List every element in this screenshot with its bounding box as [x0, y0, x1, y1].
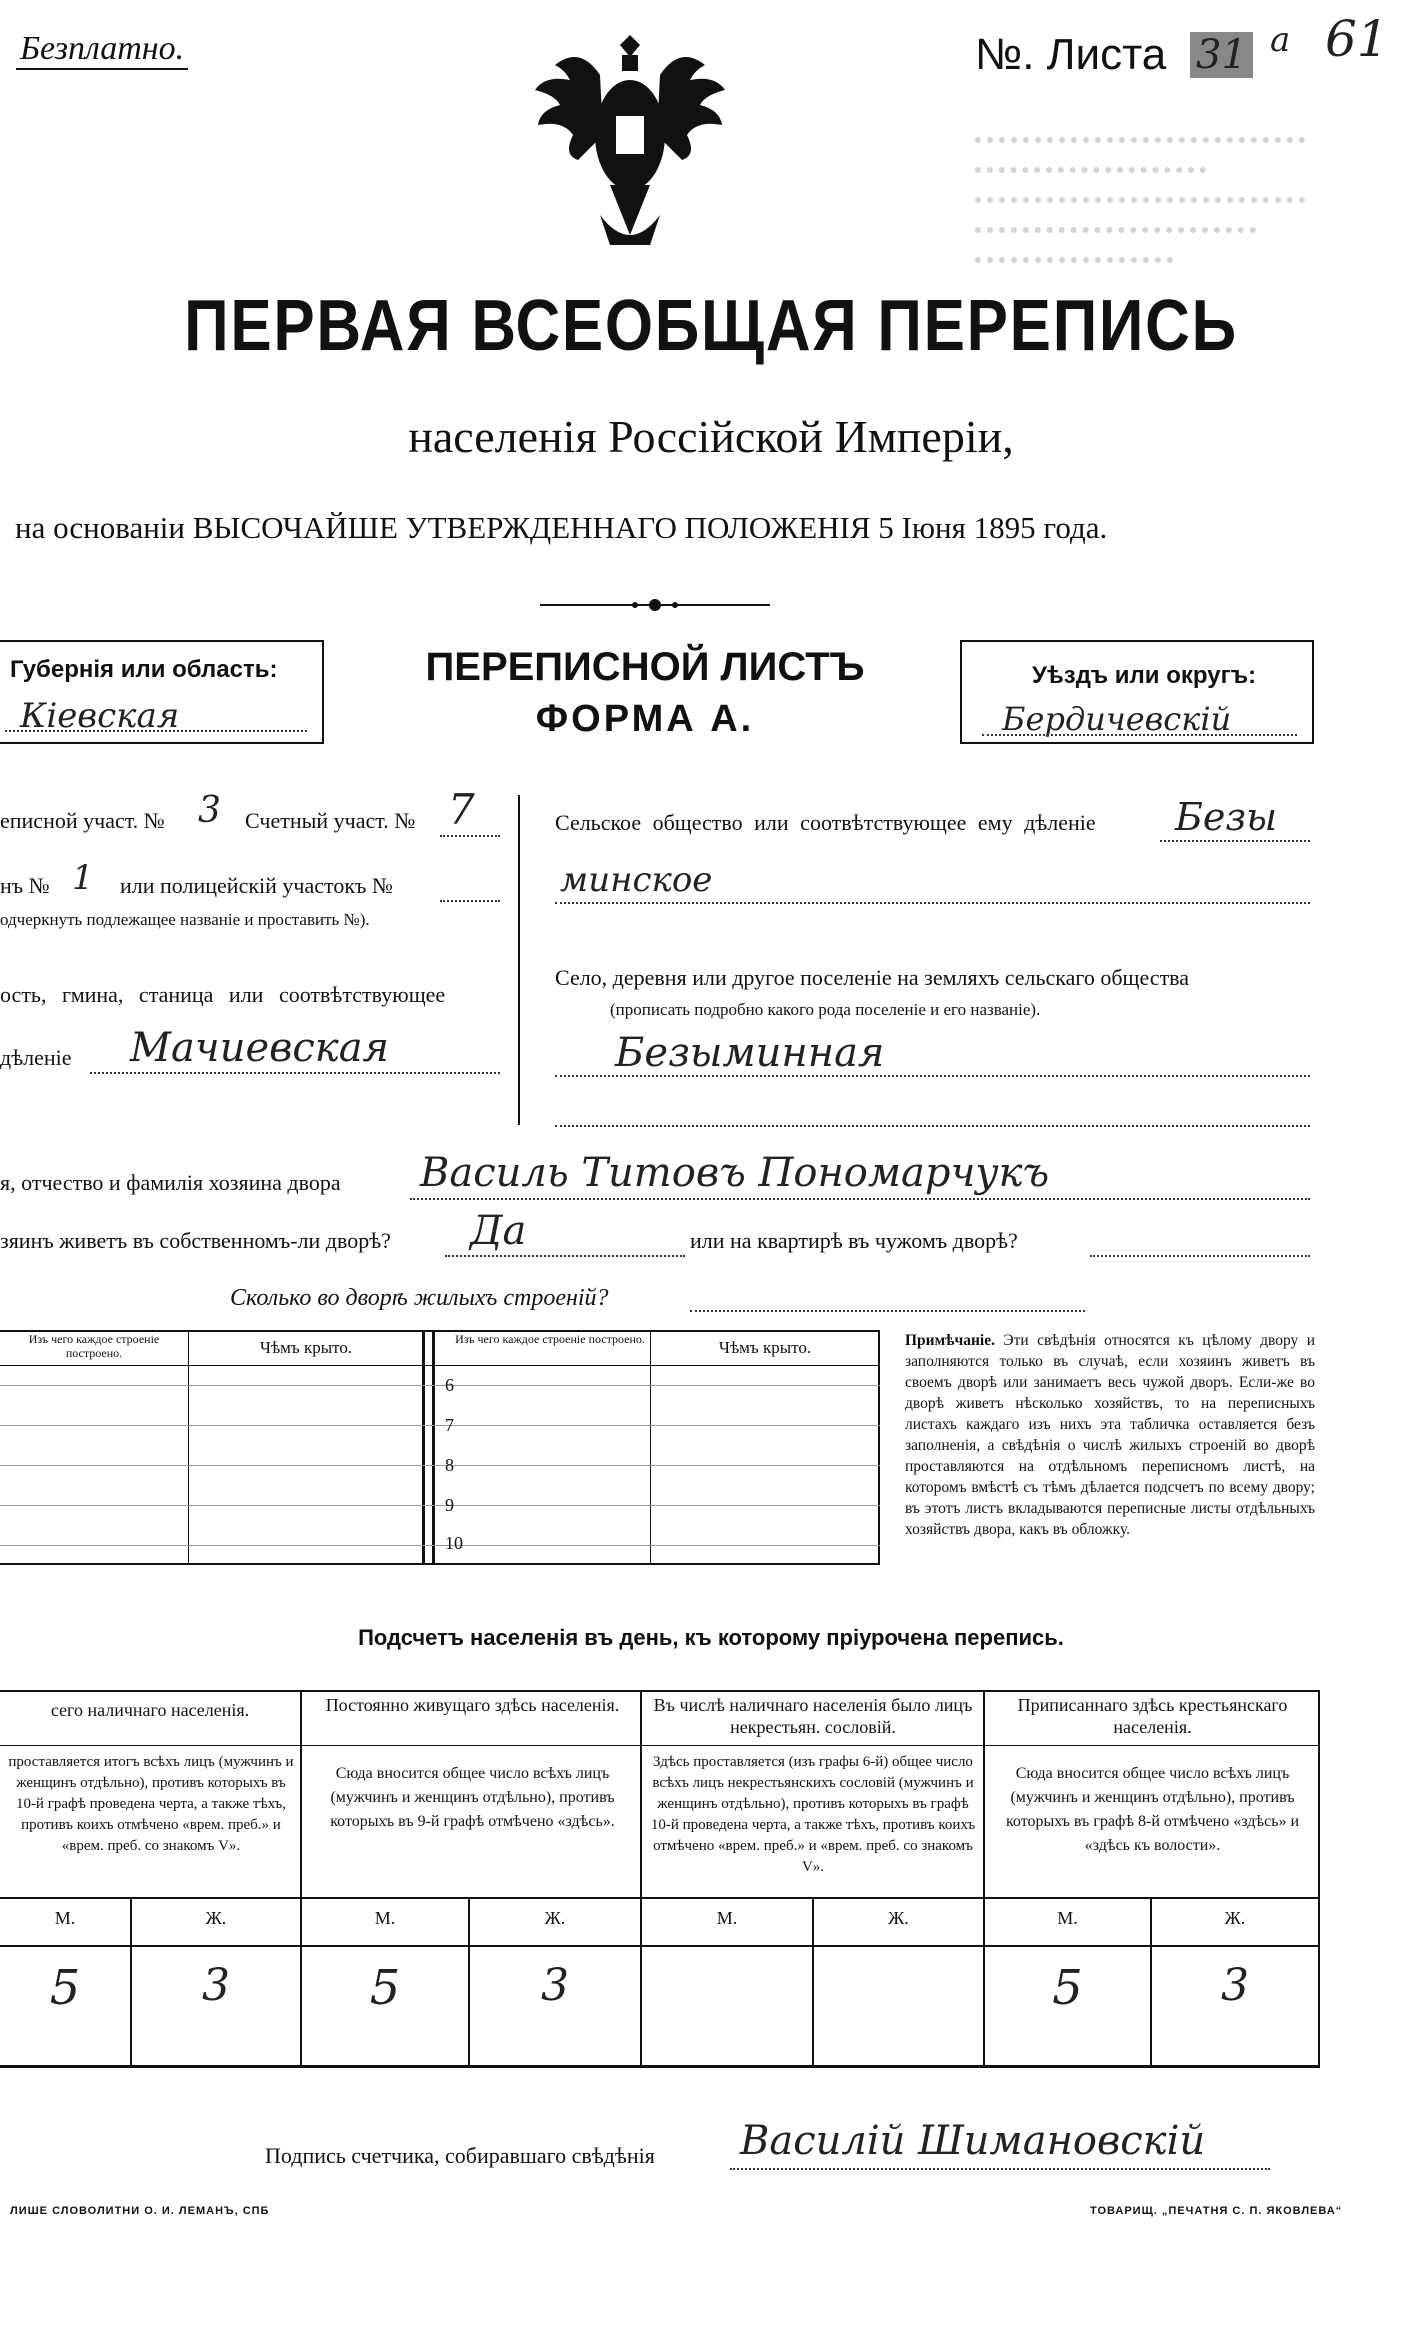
- sheet-number-suffix: а: [1270, 20, 1291, 60]
- free-label: Безплатно.: [16, 30, 188, 70]
- population-count-title: Подсчетъ населенія въ день, къ которому пріурочена перепись.: [358, 1625, 1064, 1650]
- selskoe-label: Сельское общество или соотвѣтствующее ему дѣленіе: [555, 810, 1096, 835]
- m-label-4: М.: [1057, 1908, 1078, 1928]
- gubernia-box: [0, 640, 324, 744]
- selo-label: Село, деревня или другое поселеніе на земляхъ сельскаго общества: [555, 965, 1190, 990]
- volost-label: ость, гмина, станица или соотвѣтствующее: [0, 982, 446, 1007]
- col4-header: Приписаннаго здѣсь крестьянскаго населенія.: [1017, 1695, 1288, 1737]
- value-ascribed-f: 3: [1221, 1960, 1249, 2011]
- buildings-label: Сколько во дворѣ жилыхъ строеній?: [230, 1285, 609, 1311]
- own-yard-label: зяинъ живетъ въ собственномъ-ли дворѣ?: [0, 1228, 391, 1253]
- form-label: ФОРМА А.: [535, 698, 755, 740]
- selskoe-value-2: минское: [560, 860, 713, 900]
- f-label-2: Ж.: [544, 1908, 566, 1928]
- m-label-3: М.: [716, 1908, 738, 1928]
- volost-value: Мачиевская: [130, 1025, 390, 1071]
- census-main-title: ПЕРВАЯ ВСЕОБЩАЯ ПЕРЕПИСЬ: [184, 286, 1238, 366]
- double-headed-eagle-emblem: [530, 15, 730, 275]
- footer-right: ТОВАРИЩ. „ПЕЧАТНЯ С. П. ЯКОВЛЕВА“: [1090, 2205, 1343, 2217]
- col4-desc: Сюда вносится общее число всѣхъ лицъ (мужчинъ и женщинъ отдѣльно), противъ которыхъ въ графѣ 8-й отмѣчено «здѣсь» и «здѣсь къ волости».: [1005, 1765, 1300, 1854]
- census-subtitle: населенія Россійской Имперіи,: [408, 411, 1014, 462]
- f-label-1: Ж.: [205, 1908, 227, 1928]
- delenie-label: дѣленіе: [0, 1045, 72, 1070]
- schetny-uchastok-value: 7: [448, 785, 475, 834]
- population-table: [0, 1690, 1320, 2080]
- buildings-row-10: 10: [445, 1533, 463, 1553]
- buildings-row-9: 9: [445, 1495, 454, 1515]
- col3-header: Въ числѣ наличнаго населенія было лицъ некрестьян. сословій.: [653, 1695, 973, 1737]
- uezd-box: [960, 640, 1314, 744]
- value-ascribed-m: 5: [1052, 1960, 1083, 2016]
- buildings-row-7: 7: [445, 1415, 454, 1435]
- m-label-1: М.: [54, 1908, 76, 1928]
- footer-left: ЛИШЕ СЛОВОЛИТНИ О. И. ЛЕМАНЪ, СПБ: [10, 2205, 270, 2217]
- census-basis-line: на основаніи ВЫСОЧАЙШЕ УТВЕРЖДЕННАГО ПОЛОЖЕНІЯ 5 Іюня 1895 года.: [15, 510, 1108, 545]
- signature-value: Василій Шимановскій: [740, 2118, 1206, 2164]
- buildings-note-title: Примѣчаніе.: [905, 1332, 995, 1349]
- buildings-col-material-header-2: Изъ чего каждое строеніе построено.: [455, 1332, 645, 1346]
- owner-name-value: Василь Титовъ Пономарчукъ: [420, 1150, 1050, 1196]
- value-permanent-f: 3: [541, 1960, 569, 2011]
- corner-number: 61: [1325, 10, 1389, 68]
- col1-desc: проставляется итогъ всѣхъ лицъ (мужчинъ и женщинъ отдѣльно), противъ которыхъ въ 10-й графѣ проведена черта, а также тѣхъ, противъ коихъ отмѣчено «врем. преб.» и «врем. преб. со знакомъ V».: [8, 1754, 294, 1854]
- perepisnoy-uchastok-label: еписной участ. №: [0, 808, 165, 833]
- uezd-value: Бердичевскій: [1002, 700, 1232, 738]
- column-divider: [518, 795, 520, 1125]
- col2-desc: Сюда вносится общее число всѣхъ лицъ (мужчинъ и женщинъ отдѣльно), противъ которыхъ въ 9-й графѣ отмѣчено «здѣсь».: [330, 1765, 615, 1830]
- bleed-through-text: [975, 125, 1305, 305]
- signature-label: Подпись счетчика, собиравшаго свѣдѣнія: [265, 2143, 655, 2168]
- stan-note: одчеркнуть подлежащее названіе и проставить №).: [0, 910, 370, 929]
- stan-rest-label: или полицейскій участокъ №: [120, 873, 393, 898]
- selo-value: Безыминная: [615, 1030, 885, 1076]
- perepisnoy-uchastok-value: 3: [198, 790, 221, 831]
- buildings-row-8: 8: [445, 1455, 454, 1475]
- buildings-col-material-header: Изъ чего каждое строеніе построено.: [28, 1332, 160, 1360]
- buildings-note-text: Эти свѣдѣнія относятся къ цѣлому двору и заполняются только въ случаѣ, если хозяинъ живетъ въ своемъ дворѣ или занимаетъ весь чужой дворъ. Если-же во дворѣ живетъ нѣсколько хозяйствъ, то на переписныхъ листахъ каждаго изъ нихъ эта табличка оставляется безъ заполненія, а свѣдѣнія о числѣ жилыхъ строеній во дворѣ проставляются на отдѣльномъ переписномъ листѣ, на которомъ вмѣстѣ съ тѣмъ дѣлается подсчетъ по всему двору; въ этотъ листъ вкладываются переписные листы отдѣльныхъ хозяйствъ двора, какъ въ обложку.: [905, 1332, 1316, 1538]
- selskoe-value-1: Безы: [1175, 795, 1278, 839]
- owner-name-label: я, отчество и фамилія хозяина двора: [0, 1170, 341, 1195]
- stan-label: нъ №: [0, 873, 50, 898]
- m-label-2: М.: [374, 1908, 396, 1928]
- rent-label: или на квартирѣ въ чужомъ дворѣ?: [690, 1228, 1018, 1253]
- col3-desc: Здѣсь проставляется (изъ графы 6-й) общее число всѣхъ лицъ некрестьянскихъ сословій (мужчинъ и женщинъ отдѣльно), противъ которыхъ въ графѣ 10-й проведена черта, а также тѣхъ, противъ коихъ отмѣчено «врем. преб.» и «врем. преб. со знакомъ V».: [650, 1754, 976, 1875]
- f-label-4: Ж.: [1224, 1908, 1246, 1928]
- buildings-col-roof-header: Чѣмъ крыто.: [259, 1338, 353, 1357]
- value-permanent-m: 5: [369, 1960, 401, 2016]
- sheet-number-label: №. Листа: [975, 30, 1167, 79]
- col2-header: Постоянно живущаго здѣсь населенія.: [325, 1695, 620, 1715]
- form-title: ПЕРЕПИСНОЙ ЛИСТЪ: [425, 645, 865, 689]
- buildings-col-roof-header-2: Чѣмъ крыто.: [718, 1338, 812, 1357]
- buildings-table: [0, 1330, 880, 1565]
- value-total-m: 5: [49, 1960, 81, 2016]
- stan-value: 1: [72, 858, 94, 898]
- col1-header: сего наличнаго населенія.: [50, 1700, 250, 1720]
- own-yard-value: Да: [470, 1208, 527, 1254]
- buildings-note: [905, 1330, 1315, 1540]
- sheet-number-value: 31: [1190, 32, 1253, 78]
- gubernia-label: Губернія или область:: [10, 656, 278, 683]
- value-total-f: 3: [202, 1960, 230, 2011]
- gubernia-value: Кіевская: [20, 696, 180, 736]
- selo-note: (прописать подробно какого рода поселеніе и его названіе).: [610, 1000, 1041, 1019]
- buildings-row-6: 6: [445, 1375, 454, 1395]
- f-label-3: Ж.: [888, 1908, 909, 1928]
- schetny-uchastok-label: Счетный участ. №: [245, 808, 416, 833]
- ornament-divider: [540, 596, 770, 614]
- uezd-label: Уѣздъ или округъ:: [1032, 662, 1257, 689]
